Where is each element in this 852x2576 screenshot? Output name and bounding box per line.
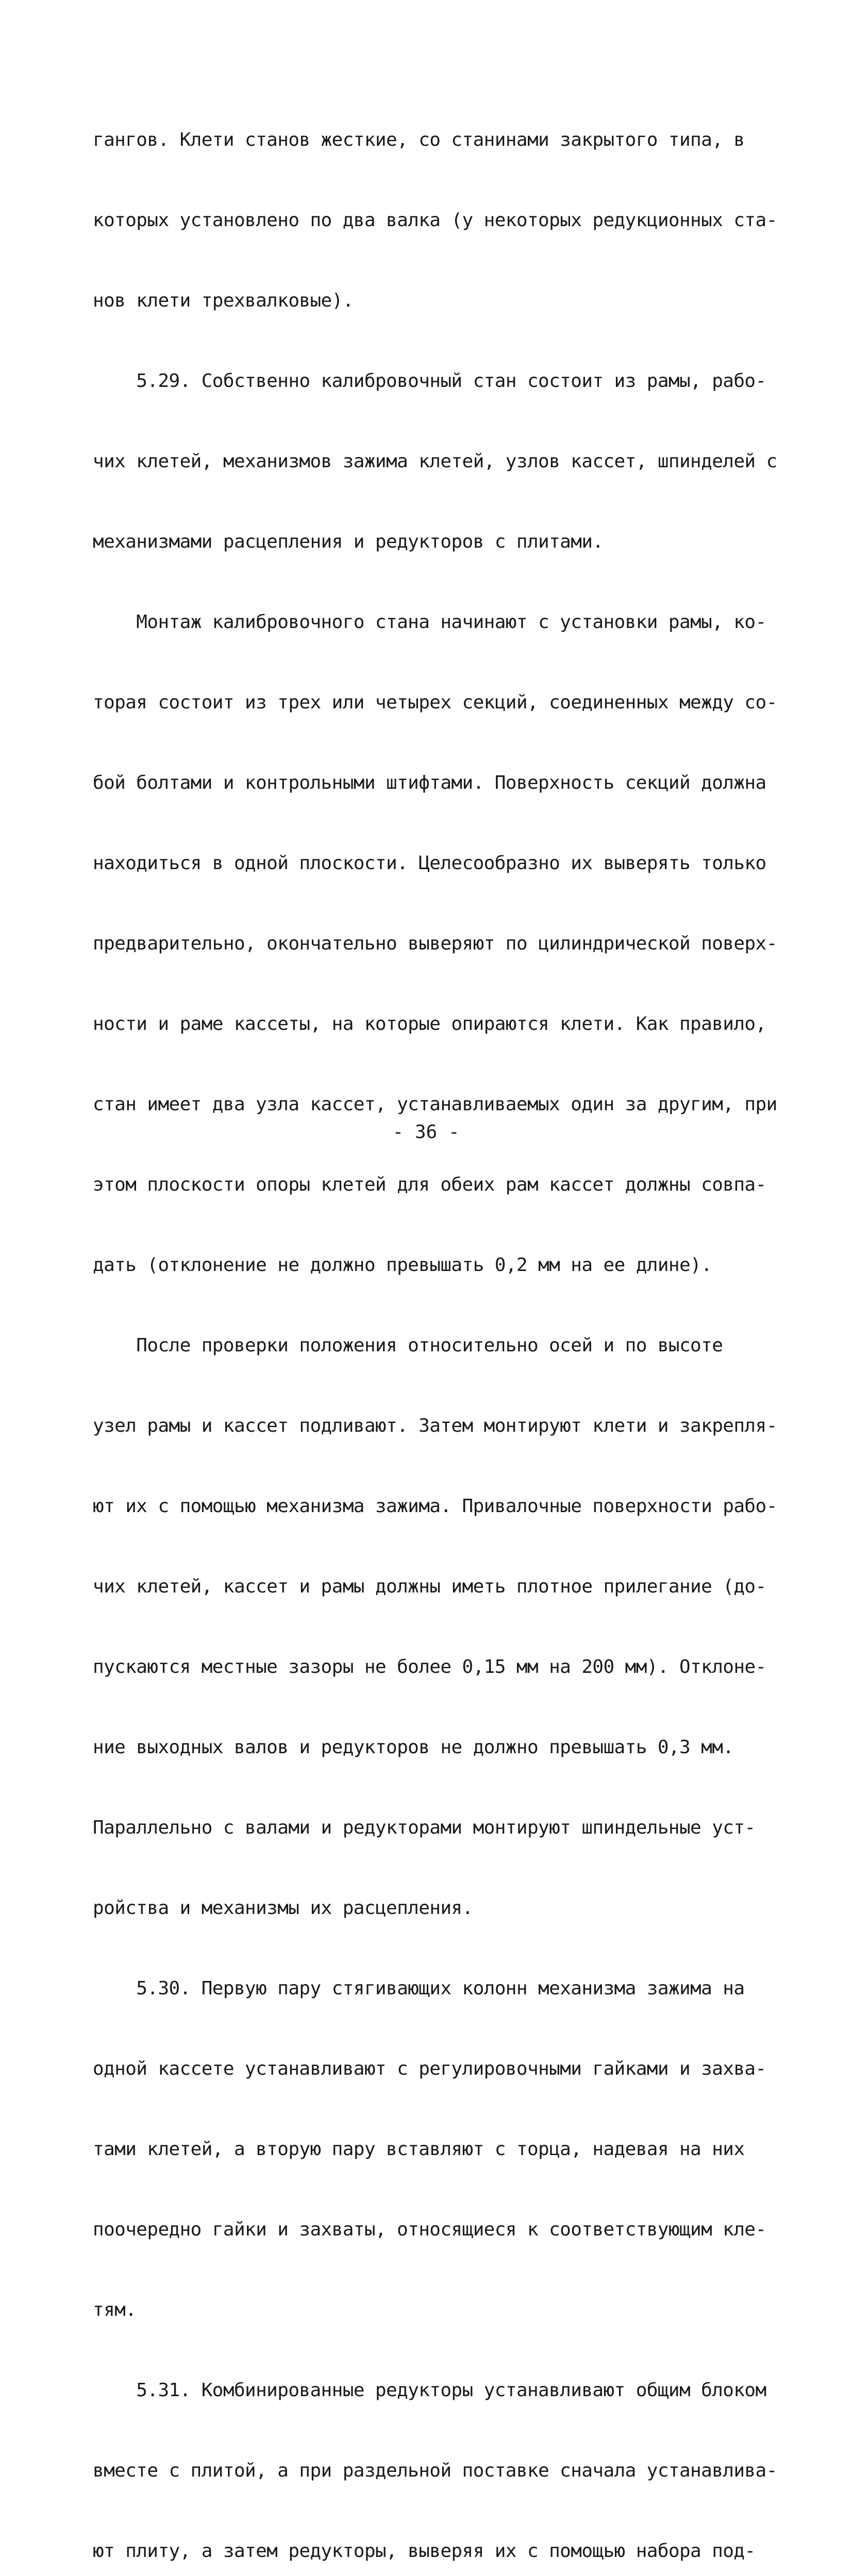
text-line: Монтаж калибровочного стана начинают с установки рамы, ко-: [93, 612, 766, 633]
text-line: После проверки положения относительно осей и по высоте: [93, 1335, 723, 1356]
text-line: торая состоит из трех или четырех секций, соединенных между со-: [93, 692, 777, 713]
text-line: гангов. Клети станов жесткие, со станинами закрытого типа, в: [93, 129, 745, 150]
text-line: узел рамы и кассет подливают. Затем монтируют клети и закрепля-: [93, 1415, 777, 1436]
text-line: нов клети трехвалковые).: [93, 290, 354, 311]
text-line: пускаются местные зазоры не более 0,15 мм на 200 мм). Отклоне-: [93, 1656, 766, 1677]
text-line: Параллельно с валами и редукторами монтируют шпиндельные уст-: [93, 1817, 756, 1838]
text-line: вместе с плитой, а при раздельной поставке сначала устанавлива-: [93, 2460, 777, 2481]
text-line: бой болтами и контрольными штифтами. Поверхность секций должна: [93, 772, 766, 793]
text-line: чих клетей, механизмов зажима клетей, узлов кассет, шпинделей с: [93, 451, 777, 472]
text-line: чих клетей, кассет и рамы должны иметь плотное прилегание (до-: [93, 1576, 766, 1597]
text-line: предварительно, окончательно выверяют по цилиндрической поверх-: [93, 933, 777, 954]
text-line: тям.: [93, 2299, 137, 2320]
text-line: тами клетей, а вторую пару вставляют с торца, надевая на них: [93, 2139, 745, 2160]
text-line: стан имеет два узла кассет, устанавливаемых один за другим, при: [93, 1094, 777, 1115]
text-line: механизмами расцепления и редукторов с плитами.: [93, 531, 604, 552]
text-line: 5.31. Комбинированные редукторы устанавливают общим блоком: [93, 2380, 766, 2401]
text-line: ности и раме кассеты, на которые опираются клети. Как правило,: [93, 1013, 766, 1035]
text-line: 5.30. Первую пару стягивающих колонн механизма зажима на: [93, 1978, 745, 1999]
text-line: дать (отклонение не должно превышать 0,2 мм на ее длине).: [93, 1255, 712, 1276]
body-text: [93, 73, 794, 2576]
text-line: ют их с помощью механизма зажима. Привалочные поверхности рабо-: [93, 1496, 777, 1517]
text-line: ройства и механизмы их расцепления.: [93, 1897, 473, 1919]
page-number: - 36 -: [392, 1122, 460, 1143]
text-line: поочередно гайки и захваты, относящиеся к соответствующим кле-: [93, 2219, 766, 2240]
text-line: находиться в одной плоскости. Целесообразно их выверять только: [93, 853, 766, 874]
text-line: этом плоскости опоры клетей для обеих рам кассет должны совпа-: [93, 1174, 766, 1195]
text-line: 5.29. Собственно калибровочный стан состоит из рамы, рабо-: [93, 370, 766, 392]
text-line: одной кассете устанавливают с регулировочными гайками и захва-: [93, 2058, 766, 2079]
text-line: которых установлено по два валка (у некоторых редукционных ста-: [93, 210, 777, 231]
text-line: ние выходных валов и редукторов не должно превышать 0,3 мм.: [93, 1737, 734, 1758]
text-line: ют плиту, а затем редукторы, выверяя их с помощью набора под-: [93, 2540, 756, 2562]
